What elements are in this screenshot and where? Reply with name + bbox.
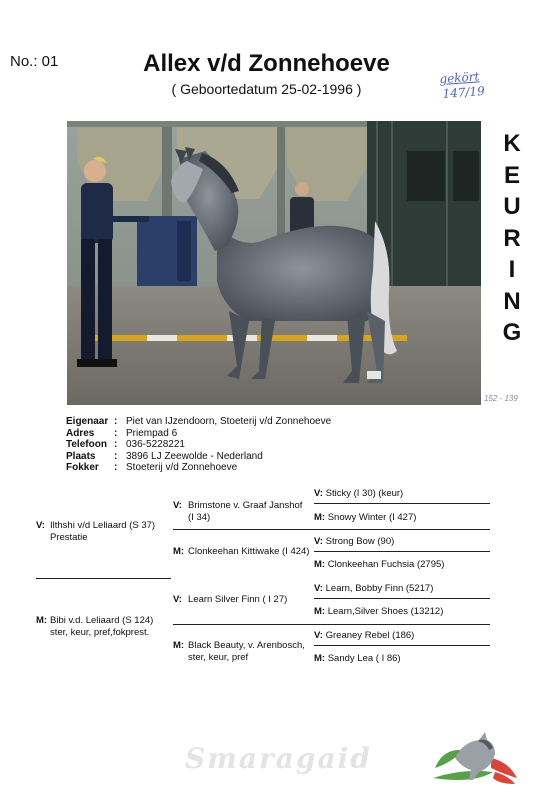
divider-line [314, 503, 490, 504]
side-letter: I [508, 256, 516, 283]
gp-name: Brimstone v. Graaf Janshof [188, 500, 303, 511]
address-key: Adres [66, 427, 95, 439]
owner-row [66, 416, 331, 428]
ggp-name: Clonkeehan Fuchsia (2795) [327, 559, 445, 570]
pedigree-ggp [314, 630, 414, 642]
side-letter: N [503, 287, 521, 315]
entry-number: No.: 01 [10, 53, 59, 70]
pedigree-ggp [314, 653, 401, 665]
phone-row [66, 439, 331, 451]
breeder-value: Stoeterij v/d Zonnehoeve [126, 462, 238, 473]
ggp-prefix: V: [314, 583, 323, 594]
sire-name: Ilthshi v/d Leliaard (S 37) [50, 520, 156, 531]
pedigree-gp [173, 546, 309, 558]
pedigree-ggp [314, 488, 403, 500]
address-value: Priempad 6 [126, 427, 178, 439]
ggp-prefix: M: [314, 653, 326, 664]
horse-logo-icon [433, 728, 519, 786]
divider-line [173, 624, 490, 625]
phone-colon: : [114, 439, 118, 450]
keuring-side-label [500, 128, 524, 349]
place-key: Plaats [66, 450, 96, 462]
divider-line [36, 578, 171, 579]
breeder-key: Fokker [66, 462, 99, 473]
pedigree-ggp [314, 583, 433, 595]
sire-note: Prestatie [50, 532, 88, 543]
ggp-name: Learn, Bobby Finn (5217) [325, 583, 434, 594]
owner-value: Piet van IJzendoorn, Stoeterij v/d Zonnehoeve [126, 416, 332, 427]
side-letter: G [502, 319, 522, 346]
sire-prefix: V: [36, 520, 45, 531]
phone-value: 036-5228221 [126, 439, 185, 450]
pedigree-gp [173, 640, 305, 664]
divider-line [314, 551, 490, 552]
phone-key: Telefoon [66, 439, 107, 450]
gp-prefix: M: [173, 640, 185, 651]
side-letter: R [503, 224, 521, 252]
divider-line [173, 529, 490, 530]
gp-note: ster, keur, pref [188, 652, 249, 663]
place-value: 3896 LJ Zeewolde - Nederland [126, 450, 263, 462]
pedigree-gp [173, 500, 302, 524]
pedigree-ggp [314, 536, 394, 548]
ggp-name: Learn,Silver Shoes (13212) [327, 606, 444, 617]
address-colon: : [114, 427, 118, 439]
horse-name-title: Allex v/d Zonnehoeve [143, 50, 390, 77]
address-row [66, 428, 331, 440]
pedigree-ggp [314, 559, 444, 571]
side-letter: U [503, 193, 521, 220]
birthdate-line: ( Geboortedatum 25-02-1996 ) [171, 81, 362, 97]
owner-info [66, 416, 331, 474]
ggp-prefix: M: [314, 606, 326, 617]
pedigree-sire [36, 520, 180, 544]
breeder-row [66, 462, 331, 474]
ggp-name: Snowy Winter (I 427) [327, 512, 417, 523]
gp-name: Learn Silver Finn ( I 27) [188, 594, 288, 605]
place-colon: : [114, 450, 118, 462]
ggp-name: Greaney Rebel (186) [325, 630, 415, 641]
side-letter: K [503, 130, 521, 157]
ggp-name: Sandy Lea ( I 86) [327, 653, 401, 664]
watermark-text: Smaragaid [185, 742, 372, 775]
divider-line [314, 598, 490, 599]
owner-key: Eigenaar [66, 416, 109, 427]
divider-line [314, 645, 490, 646]
ggp-prefix: M: [314, 512, 326, 523]
horse-photo [67, 121, 481, 405]
pedigree-ggp [314, 606, 443, 618]
gp-prefix: V: [173, 500, 182, 511]
dam-prefix: M: [36, 615, 48, 626]
handwritten-note [439, 68, 501, 102]
ggp-prefix: V: [314, 536, 323, 547]
side-letter: E [503, 161, 520, 189]
gp-prefix: V: [173, 594, 182, 605]
gp-note: (I 34) [188, 512, 211, 523]
pedigree-dam [36, 615, 180, 639]
handwritten-note-line1: gekört [439, 69, 480, 87]
gp-name: Clonkeehan Kittiwake (I 424) [188, 546, 310, 557]
pedigree-gp [173, 594, 287, 606]
dam-note: ster, keur, pref,fokprest. [50, 627, 150, 638]
photo-number: 152 - 139 [484, 394, 518, 403]
breeder-colon: : [114, 462, 118, 473]
gp-prefix: M: [173, 546, 185, 557]
gp-name: Black Beauty, v. Arenbosch, [188, 640, 305, 651]
ggp-prefix: V: [314, 630, 323, 641]
ggp-prefix: V: [314, 488, 323, 499]
pedigree-ggp [314, 512, 416, 524]
ggp-prefix: M: [314, 559, 326, 570]
dam-name: Bibi v.d. Leliaard (S 124) [50, 615, 154, 626]
place-row [66, 451, 331, 463]
owner-colon: : [114, 416, 118, 427]
handwritten-note-line2: 147/19 [442, 84, 486, 101]
ggp-name: Sticky (I 30) (keur) [325, 488, 404, 499]
ggp-name: Strong Bow (90) [325, 536, 395, 547]
